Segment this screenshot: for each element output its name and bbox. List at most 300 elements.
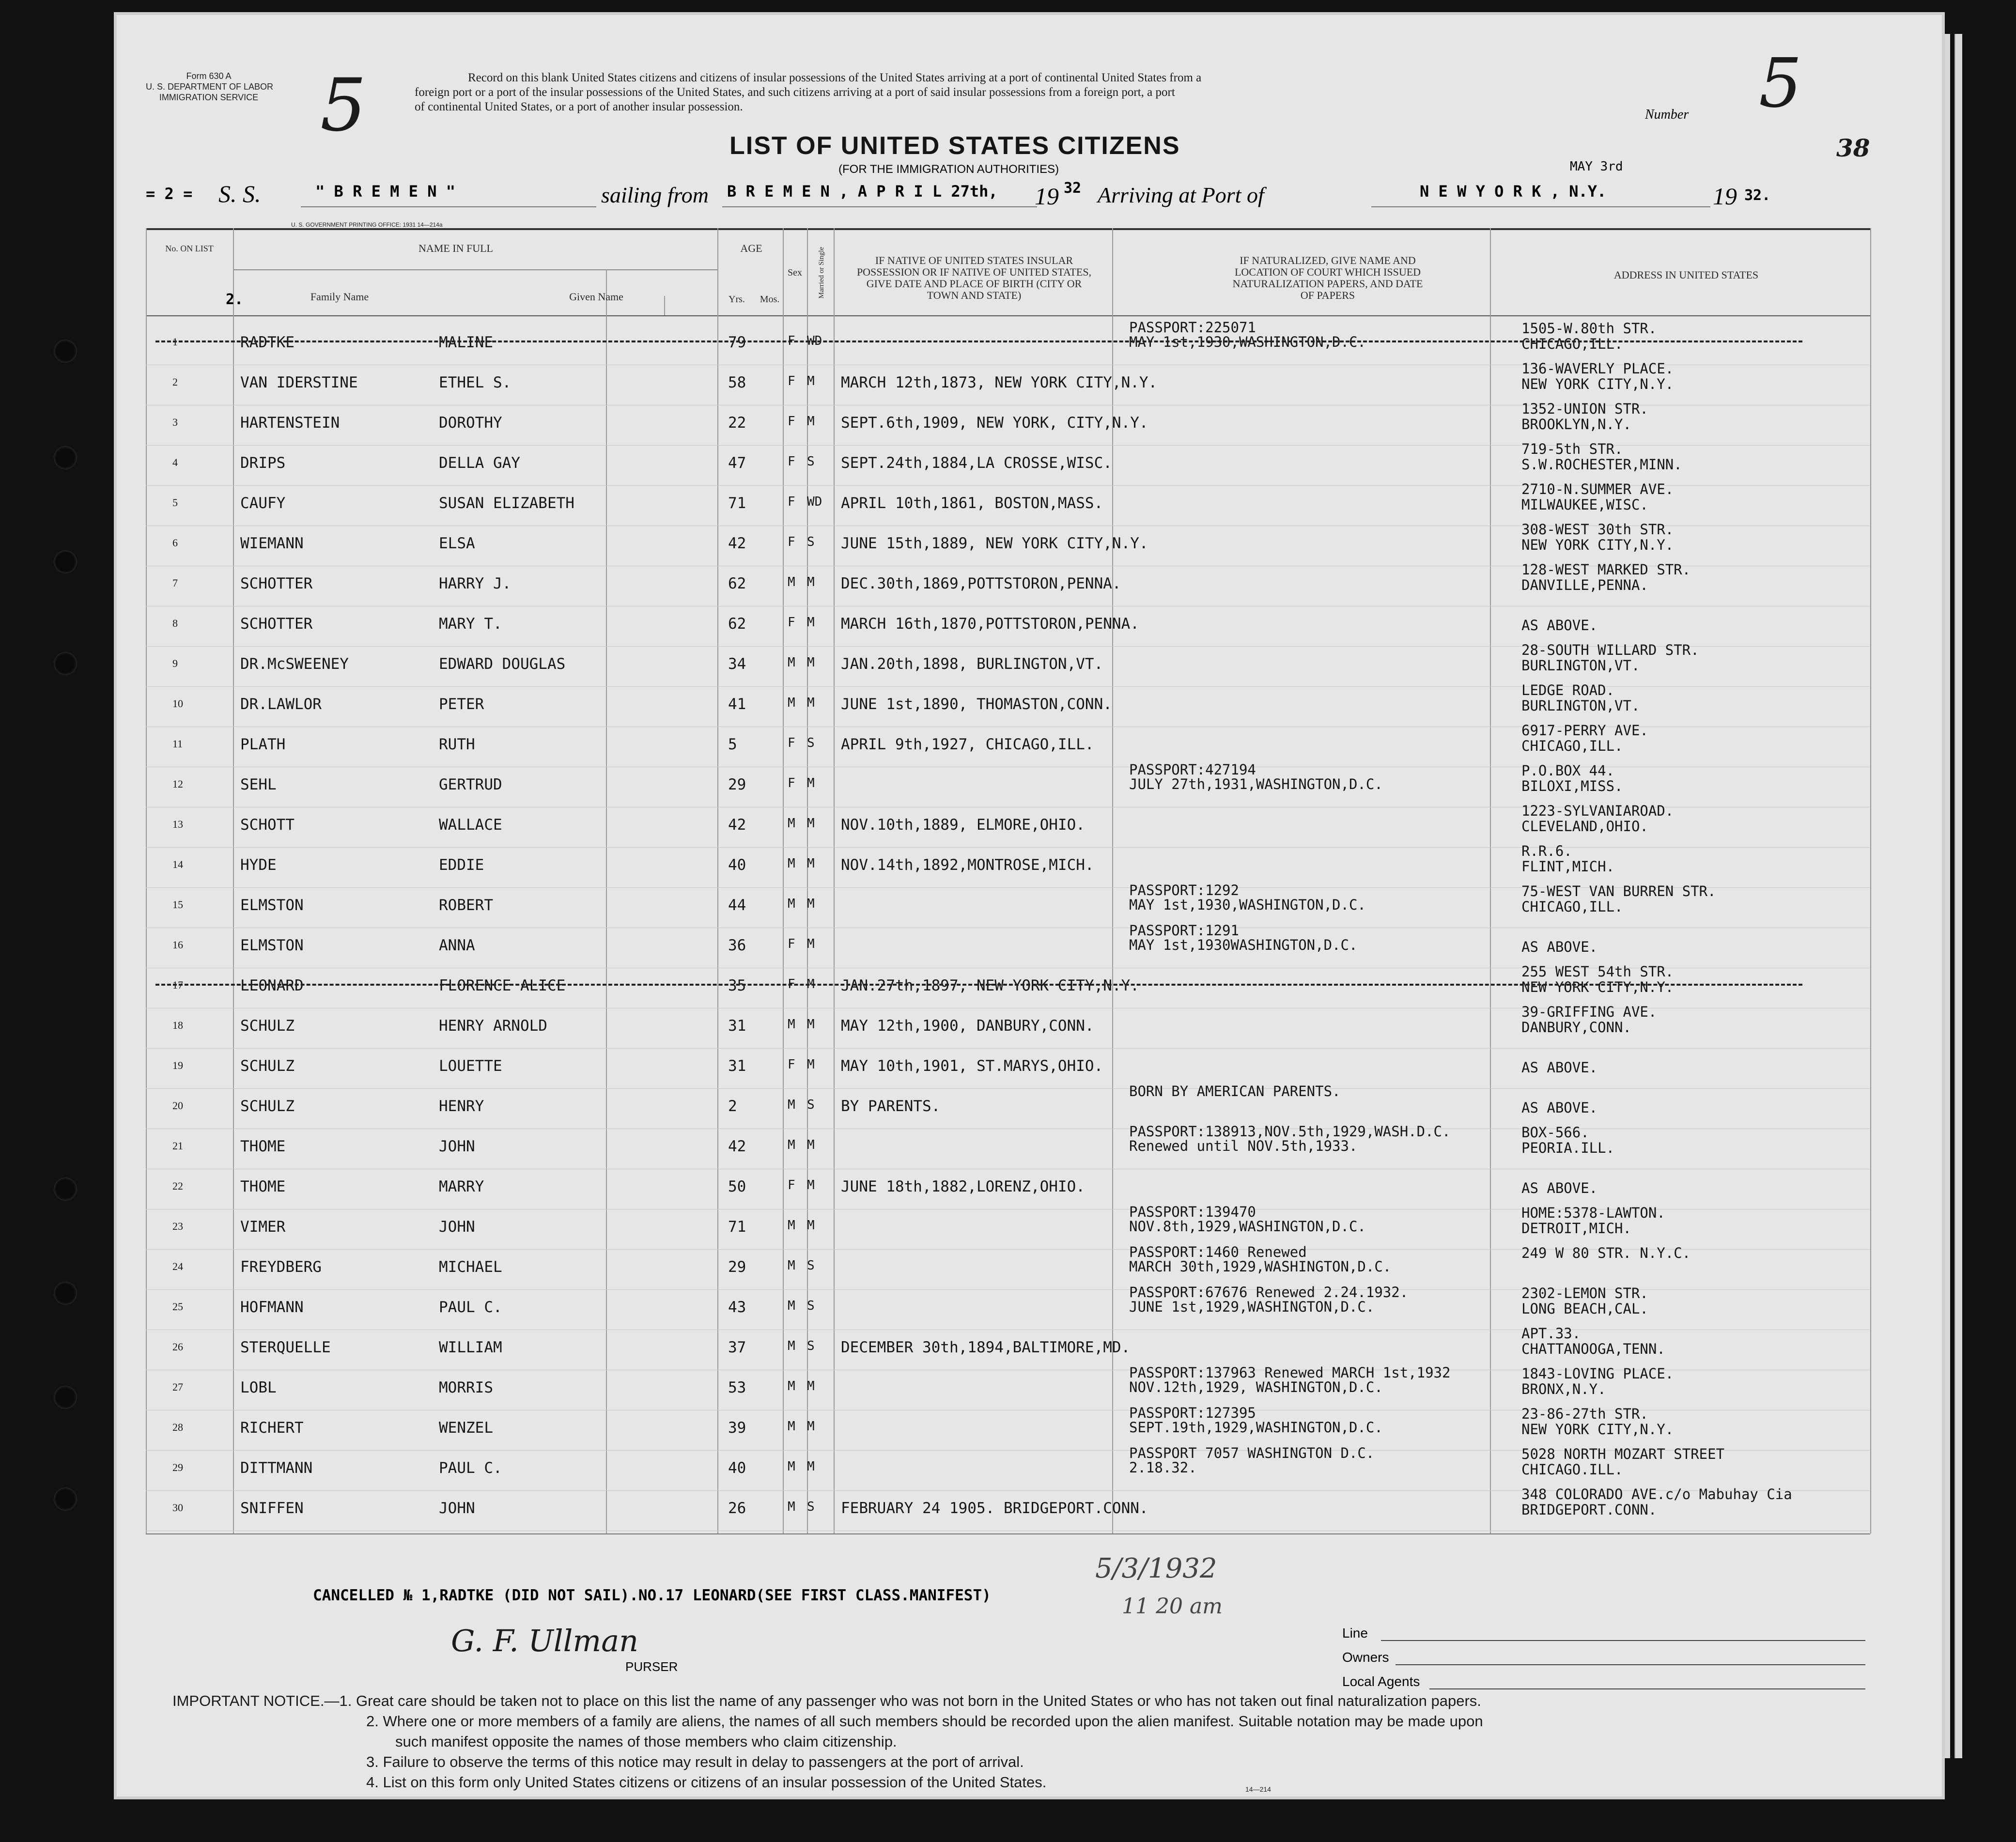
family-name: RICHERT — [240, 1419, 304, 1437]
instruction-line: of continental United States, or a port of another insular possession. — [415, 100, 743, 113]
row-number: 2 — [172, 376, 178, 388]
arrival-date: MAY 3rd — [1570, 159, 1623, 174]
punch-hole — [54, 652, 77, 675]
naturalization-line: JULY 27th,1931,WASHINGTON,D.C. — [1129, 776, 1383, 792]
age-years: 22 — [728, 414, 746, 432]
birth-date-place: DEC.30th,1869,POTTSTORON,PENNA. — [841, 575, 1121, 592]
naturalization-line: 2.18.32. — [1129, 1459, 1197, 1476]
marital-status: M — [807, 776, 815, 790]
page-edge — [1954, 34, 1962, 1758]
footer-code: 14—214 — [1245, 1785, 1271, 1793]
department: U. S. DEPARTMENT OF LABOR — [146, 82, 274, 92]
header-given-name: Given Name — [569, 291, 623, 303]
age-years: 50 — [728, 1178, 746, 1195]
row-number: 26 — [172, 1341, 183, 1353]
row-number: 20 — [172, 1099, 183, 1112]
birth-date-place: JAN.20th,1898, BURLINGTON,VT. — [841, 655, 1103, 673]
address-line: AS ABOVE. — [1521, 1099, 1598, 1116]
time-stamp: 11 20 am — [1122, 1594, 1223, 1619]
punch-hole — [54, 1386, 77, 1409]
naturalization-line: PASSPORT:1460 Renewed — [1129, 1244, 1307, 1260]
family-name: VAN IDERSTINE — [240, 374, 358, 391]
birth-date-place: SEPT.6th,1909, NEW YORK, CITY,N.Y. — [841, 414, 1148, 432]
birth-date-place: JUNE 18th,1882,LORENZ,OHIO. — [841, 1178, 1085, 1195]
birth-date-place: MARCH 12th,1873, NEW YORK CITY,N.Y. — [841, 374, 1158, 391]
birth-date-place: NOV.14th,1892,MONTROSE,MICH. — [841, 856, 1094, 874]
given-name: WENZEL — [439, 1419, 493, 1437]
address-line: 28-SOUTH WILLARD STR. — [1521, 642, 1699, 658]
sex: M — [788, 1339, 795, 1353]
instruction-line: foreign port or a port of the insular possessions of the United States, and such citizens arriving at a port of said insular possessions from a foreign port, a port — [415, 86, 1175, 99]
age-years: 71 — [728, 1218, 746, 1236]
table-top-rule — [146, 228, 1870, 230]
birth-date-place: NOV.10th,1889, ELMORE,OHIO. — [841, 816, 1085, 834]
address-line: BRIDGEPORT.CONN. — [1521, 1501, 1657, 1518]
header-married: Married or Single — [818, 247, 825, 299]
given-name: JOHN — [439, 1138, 475, 1155]
arriving-label: Arriving at Port of — [1098, 183, 1264, 207]
col-divider — [1870, 228, 1871, 1533]
address-line: 348 COLORADO AVE.c/o Mabuhay Cia — [1521, 1486, 1792, 1502]
col-divider — [233, 228, 234, 1533]
given-name: FLORENCE ALICE — [439, 977, 566, 994]
header-age: AGE — [740, 242, 762, 254]
naturalization-line: PASSPORT 7057 WASHINGTON D.C. — [1129, 1445, 1375, 1461]
marital-status: M — [807, 1379, 815, 1393]
age-years: 34 — [728, 655, 746, 673]
header-yrs: Yrs. — [729, 294, 745, 305]
address-line: DANBURY,CONN. — [1521, 1019, 1631, 1036]
year-prefix: 19 — [1035, 183, 1059, 210]
sex: M — [788, 696, 795, 710]
address-line: BRONX,N.Y. — [1521, 1381, 1606, 1397]
marital-status: S — [807, 535, 815, 549]
marital-status: M — [807, 655, 815, 670]
family-name: DR.McSWEENEY — [240, 655, 349, 673]
marital-status: M — [807, 575, 815, 589]
address-line: CLEVELAND,OHIO. — [1521, 818, 1648, 835]
ship-name: " B R E M E N " — [315, 182, 455, 201]
address-line: BROOKLYN,N.Y. — [1521, 416, 1631, 433]
address-line: BURLINGTON,VT. — [1521, 657, 1640, 674]
agents-label: Local Agents — [1342, 1674, 1420, 1689]
marital-status: S — [807, 454, 815, 469]
row-number: 5 — [172, 496, 178, 509]
agents-rule — [1429, 1688, 1865, 1689]
marital-status: M — [807, 977, 815, 991]
row-number: 27 — [172, 1381, 183, 1393]
punch-hole — [54, 446, 77, 469]
marital-status: WD — [807, 334, 822, 348]
row-number: 13 — [172, 818, 183, 830]
address-line: CHICAGO,ILL. — [1521, 336, 1623, 352]
marital-status: M — [807, 1419, 815, 1434]
given-name: JOHN — [439, 1218, 475, 1236]
address-line: FLINT,MICH. — [1521, 858, 1615, 875]
marital-status: S — [807, 1258, 815, 1273]
address-line: BILOXI,MISS. — [1521, 778, 1623, 794]
manifest-page — [114, 12, 1945, 1799]
form-id-block — [146, 71, 272, 103]
line-rule — [1381, 1640, 1865, 1641]
owners-label: Owners — [1342, 1650, 1389, 1665]
family-name: ELMSTON — [240, 897, 304, 914]
ss-label: S. S. — [218, 180, 261, 207]
age-years: 42 — [728, 1138, 746, 1155]
family-name: ELMSTON — [240, 937, 304, 954]
punch-hole — [54, 340, 77, 363]
header-naturalized: IF NATURALIZED, GIVE NAME AND LOCATION OF COURT WHICH ISSUED NATURALIZATION PAPERS, AND DATE OF PAPERS — [1232, 254, 1423, 301]
strike-through-line — [155, 341, 1802, 344]
given-name: HENRY — [439, 1098, 484, 1115]
marital-status: M — [807, 414, 815, 429]
row-number: 21 — [172, 1140, 183, 1152]
birth-date-place: BY PARENTS. — [841, 1098, 941, 1115]
row-number: 19 — [172, 1059, 183, 1071]
family-name: THOME — [240, 1178, 286, 1195]
marital-status: M — [807, 937, 815, 951]
number-value: 5 — [1759, 44, 1802, 123]
family-name: WIEMANN — [240, 535, 304, 552]
sailing-label: sailing from — [601, 183, 709, 207]
family-name: LEONARD — [240, 977, 304, 994]
address-line: NEW YORK CITY,N.Y. — [1521, 979, 1674, 995]
arrival-year: 32. — [1744, 187, 1771, 204]
row-number: 11 — [172, 738, 183, 750]
family-name: HOFMANN — [240, 1299, 304, 1316]
naturalization-line: NOV.8th,1929,WASHINGTON,D.C. — [1129, 1218, 1366, 1235]
family-name: VIMER — [240, 1218, 286, 1236]
address-line: AS ABOVE. — [1521, 617, 1598, 634]
given-name: MORRIS — [439, 1379, 493, 1396]
marital-status: M — [807, 1178, 815, 1192]
row-number: 29 — [172, 1461, 183, 1473]
notice-item: 2. Where one or more members of a family are aliens, the names of all such members should be recorded upon the alien manifest. Suitable notation may be made upon — [366, 1713, 1483, 1730]
address-line: PEORIA.ILL. — [1521, 1140, 1615, 1156]
given-name: MICHAEL — [439, 1258, 502, 1276]
family-name: LOBL — [240, 1379, 277, 1396]
sex: M — [788, 655, 795, 670]
address-line: NEW YORK CITY,N.Y. — [1521, 1421, 1674, 1438]
row-number: 22 — [172, 1180, 183, 1192]
naturalization-line: PASSPORT:427194 — [1129, 761, 1256, 778]
sex: M — [788, 1299, 795, 1313]
age-years: 29 — [728, 776, 746, 793]
sex: F — [788, 1057, 795, 1072]
notice-item: Great care should be taken not to place on this list the name of any passenger who was not born in the United States or who has not taken out final naturalization papers. — [356, 1692, 1481, 1709]
marital-status: M — [807, 1459, 815, 1474]
marital-status: M — [807, 1057, 815, 1072]
important-notice — [172, 1691, 1483, 1793]
given-name: HARRY J. — [439, 575, 512, 592]
age-years: 29 — [728, 1258, 746, 1276]
list-title: LIST OF UNITED STATES CITIZENS — [729, 132, 1180, 160]
col-divider — [1490, 228, 1491, 1533]
col-divider — [606, 269, 607, 1533]
row-number: 1 — [172, 336, 178, 348]
row-number: 18 — [172, 1019, 183, 1031]
age-years: 79 — [728, 334, 746, 351]
family-name: SCHULZ — [240, 1098, 295, 1115]
age-years: 37 — [728, 1339, 746, 1356]
address-line: DANVILLE,PENNA. — [1521, 577, 1648, 593]
given-name: GERTRUD — [439, 776, 502, 793]
sex: M — [788, 1017, 795, 1032]
sex: F — [788, 1178, 795, 1192]
given-name: MARRY — [439, 1178, 484, 1195]
given-name: EDWARD DOUGLAS — [439, 655, 566, 673]
sex: M — [788, 1419, 795, 1434]
given-name: MARY T. — [439, 615, 502, 633]
given-name: WALLACE — [439, 816, 502, 834]
address-line: APT.33. — [1521, 1325, 1581, 1342]
age-years: 5 — [728, 736, 737, 753]
header-mos: Mos. — [760, 294, 780, 305]
family-name: SCHOTT — [240, 816, 295, 834]
address-line: 1505-W.80th STR. — [1521, 320, 1657, 337]
header-list-sheet: 2. — [226, 291, 244, 308]
line-label: Line — [1342, 1625, 1368, 1641]
naturalization-line: BORN BY AMERICAN PARENTS. — [1129, 1083, 1341, 1099]
age-years: 40 — [728, 1459, 746, 1477]
address-line: 2710-N.SUMMER AVE. — [1521, 481, 1674, 497]
marital-status: S — [807, 1299, 815, 1313]
age-years: 39 — [728, 1419, 746, 1437]
address-line: 308-WEST 30th STR. — [1521, 521, 1674, 538]
given-name: PAUL C. — [439, 1459, 502, 1477]
sex: F — [788, 495, 795, 509]
birth-date-place: MAY 12th,1900, DANBURY,CONN. — [841, 1017, 1094, 1035]
row-number: 7 — [172, 577, 178, 589]
birth-date-place: APRIL 9th,1927, CHICAGO,ILL. — [841, 736, 1094, 753]
address-line: LEDGE ROAD. — [1521, 682, 1615, 698]
header-sex: Sex — [788, 267, 802, 278]
sex: M — [788, 816, 795, 831]
address-line: HOME:5378-LAWTON. — [1521, 1205, 1665, 1221]
address-line: 39-GRIFFING AVE. — [1521, 1004, 1657, 1020]
page-mark-left: 5 — [320, 63, 367, 148]
given-name: JOHN — [439, 1500, 475, 1517]
list-number: = 2 = — [146, 185, 193, 203]
family-name: SEHL — [240, 776, 277, 793]
row-number: 14 — [172, 858, 183, 870]
marital-status: M — [807, 1138, 815, 1152]
family-name: SCHOTTER — [240, 575, 313, 592]
sex: M — [788, 1218, 795, 1233]
naturalization-line: MAY 1st,1930,WASHINGTON,D.C. — [1129, 897, 1366, 913]
age-years: 31 — [728, 1017, 746, 1035]
service: IMMIGRATION SERVICE — [159, 93, 259, 102]
sailing-underline — [722, 206, 1037, 207]
naturalization-line: PASSPORT:139470 — [1129, 1204, 1256, 1220]
strike-through-line — [155, 984, 1802, 988]
notice-item: such manifest opposite the names of those members who claim citizenship. — [395, 1733, 897, 1750]
port-underline — [1371, 206, 1710, 207]
age-years: 40 — [728, 856, 746, 874]
header-address: ADDRESS IN UNITED STATES — [1613, 269, 1759, 281]
age-years: 35 — [728, 977, 746, 994]
family-name: HYDE — [240, 856, 277, 874]
address-line: MILWAUKEE,WISC. — [1521, 496, 1648, 513]
address-line: AS ABOVE. — [1521, 1180, 1598, 1196]
family-name: SCHULZ — [240, 1017, 295, 1035]
naturalization-line: PASSPORT:1292 — [1129, 882, 1239, 898]
ship-underline — [301, 206, 596, 207]
naturalization-line: PASSPORT:127395 — [1129, 1405, 1256, 1421]
age-years: 58 — [728, 374, 746, 391]
birth-date-place: MARCH 16th,1870,POTTSTORON,PENNA. — [841, 615, 1139, 633]
address-line: CHICAGO,ILL. — [1521, 898, 1623, 915]
sex: M — [788, 1138, 795, 1152]
col-divider — [146, 228, 147, 1533]
age-years: 43 — [728, 1299, 746, 1316]
col-divider — [783, 228, 784, 1533]
row-number: 17 — [172, 979, 183, 991]
purser-signature: G. F. Ullman — [451, 1623, 639, 1658]
address-line: AS ABOVE. — [1521, 939, 1598, 955]
family-name: SCHOTTER — [240, 615, 313, 633]
sex: M — [788, 1098, 795, 1112]
sex: M — [788, 1459, 795, 1474]
naturalization-line: NOV.12th,1929, WASHINGTON,D.C. — [1129, 1379, 1383, 1395]
naturalization-line: PASSPORT:138913,NOV.5th,1929,WASH.D.C. — [1129, 1123, 1451, 1140]
birth-date-place: JAN.27th,1897, NEW YORK CITY,N.Y. — [841, 977, 1139, 994]
marital-status: S — [807, 736, 815, 750]
birth-date-place: APRIL 10th,1861, BOSTON,MASS. — [841, 495, 1103, 512]
address-line: 75-WEST VAN BURREN STR. — [1521, 883, 1716, 899]
given-name: PETER — [439, 696, 484, 713]
address-line: 255 WEST 54th STR. — [1521, 963, 1674, 980]
given-name: MALINE — [439, 334, 493, 351]
marital-status: M — [807, 696, 815, 710]
given-name: DOROTHY — [439, 414, 502, 432]
naturalization-line: SEPT.19th,1929,WASHINGTON,D.C. — [1129, 1419, 1383, 1436]
given-name: HENRY ARNOLD — [439, 1017, 547, 1035]
family-name: FREYDBERG — [240, 1258, 322, 1276]
header-family-name: Family Name — [310, 291, 369, 303]
family-name: HARTENSTEIN — [240, 414, 340, 432]
table-bottom-rule — [146, 1533, 1870, 1534]
sex: M — [788, 575, 795, 589]
punch-hole — [54, 1487, 77, 1511]
given-name: RUTH — [439, 736, 475, 753]
marital-status: M — [807, 897, 815, 911]
col-divider — [717, 228, 718, 1533]
birth-date-place: MAY 10th,1901, ST.MARYS,OHIO. — [841, 1057, 1103, 1075]
age-years: 47 — [728, 454, 746, 472]
address-line: 249 W 80 STR. N.Y.C. — [1521, 1245, 1691, 1261]
given-name: ANNA — [439, 937, 475, 954]
row-number: 10 — [172, 697, 183, 710]
punch-hole — [54, 550, 77, 573]
row-number: 25 — [172, 1300, 183, 1313]
age-years: 31 — [728, 1057, 746, 1075]
address-line: R.R.6. — [1521, 843, 1572, 859]
given-name: WILLIAM — [439, 1339, 502, 1356]
marital-status: M — [807, 816, 815, 831]
given-name: ELSA — [439, 535, 475, 552]
address-line: NEW YORK CITY,N.Y. — [1521, 376, 1674, 392]
address-line: CHICAGO.ILL. — [1521, 1461, 1623, 1478]
notice-item: 4. List on this form only United States citizens or citizens of an insular possession of the United States. — [366, 1774, 1047, 1791]
age-years: 42 — [728, 816, 746, 834]
owners-rule — [1396, 1664, 1865, 1665]
address-line: NEW YORK CITY,N.Y. — [1521, 537, 1674, 553]
birth-date-place: JUNE 15th,1889, NEW YORK CITY,N.Y. — [841, 535, 1148, 552]
sex: F — [788, 414, 795, 429]
given-name: LOUETTE — [439, 1057, 502, 1075]
birth-date-place: JUNE 1st,1890, THOMASTON,CONN. — [841, 696, 1112, 713]
address-line: AS ABOVE. — [1521, 1059, 1598, 1076]
marital-status: M — [807, 856, 815, 871]
naturalization-line: PASSPORT:225071 — [1129, 319, 1256, 336]
sex: F — [788, 776, 795, 790]
purser-label: PURSER — [625, 1659, 678, 1674]
address-line: CHATTANOOGA,TENN. — [1521, 1341, 1665, 1357]
address-line: 1843-LOVING PLACE. — [1521, 1365, 1674, 1382]
corner-mark: 38 — [1836, 134, 1870, 162]
age-years: 62 — [728, 615, 746, 633]
age-years: 53 — [728, 1379, 746, 1396]
age-years: 36 — [728, 937, 746, 954]
sex: M — [788, 856, 795, 871]
row-number: 12 — [172, 778, 183, 790]
row-number: 9 — [172, 657, 178, 669]
age-years: 42 — [728, 535, 746, 552]
sex: F — [788, 977, 795, 991]
address-line: 1352-UNION STR. — [1521, 401, 1648, 417]
marital-status: WD — [807, 495, 822, 509]
address-line: LONG BEACH,CAL. — [1521, 1300, 1648, 1317]
sex: F — [788, 736, 795, 750]
form-id: Form 630 A — [186, 71, 232, 81]
sail-year: 32 — [1064, 180, 1082, 197]
address-line: 23-86-27th STR. — [1521, 1406, 1648, 1422]
row-number: 24 — [172, 1260, 183, 1272]
family-name: THOME — [240, 1138, 286, 1155]
sex: F — [788, 334, 795, 348]
given-name: PAUL C. — [439, 1299, 502, 1316]
birth-date-place: SEPT.24th,1884,LA CROSSE,WISC. — [841, 454, 1112, 472]
row-number: 6 — [172, 537, 178, 549]
sex: M — [788, 1500, 795, 1514]
notice-heading: IMPORTANT NOTICE.—1. — [172, 1692, 352, 1709]
row-rule — [146, 847, 1870, 848]
header-name-in-full: NAME IN FULL — [419, 242, 493, 254]
naturalization-line: MAY 1st,1930WASHINGTON,D.C. — [1129, 937, 1358, 953]
age-years: 62 — [728, 575, 746, 592]
row-number: 8 — [172, 617, 178, 629]
notice-line — [172, 1691, 1483, 1711]
marital-status: S — [807, 1500, 815, 1514]
row-number: 4 — [172, 456, 178, 468]
row-number: 3 — [172, 416, 178, 428]
sex: F — [788, 454, 795, 469]
address-line: P.O.BOX 44. — [1521, 762, 1615, 779]
family-name: RADTKE — [240, 334, 295, 351]
family-name: SNIFFEN — [240, 1500, 304, 1517]
address-line: CHICAGO,ILL. — [1521, 738, 1623, 754]
date-stamp: 5/3/1932 — [1095, 1553, 1217, 1584]
naturalization-line: MAY 1st,1930,WASHINGTON,D.C. — [1129, 334, 1366, 350]
punch-hole — [54, 1177, 77, 1201]
printing-line: U. S. GOVERNMENT PRINTING OFFICE: 1931 14—214a — [291, 221, 443, 228]
marital-status: M — [807, 1218, 815, 1233]
row-rule — [146, 1088, 1870, 1089]
birth-date-place: FEBRUARY 24 1905. BRIDGEPORT.CONN. — [841, 1500, 1148, 1517]
col-divider — [834, 228, 835, 1533]
address-line: DETROIT,MICH. — [1521, 1220, 1631, 1237]
